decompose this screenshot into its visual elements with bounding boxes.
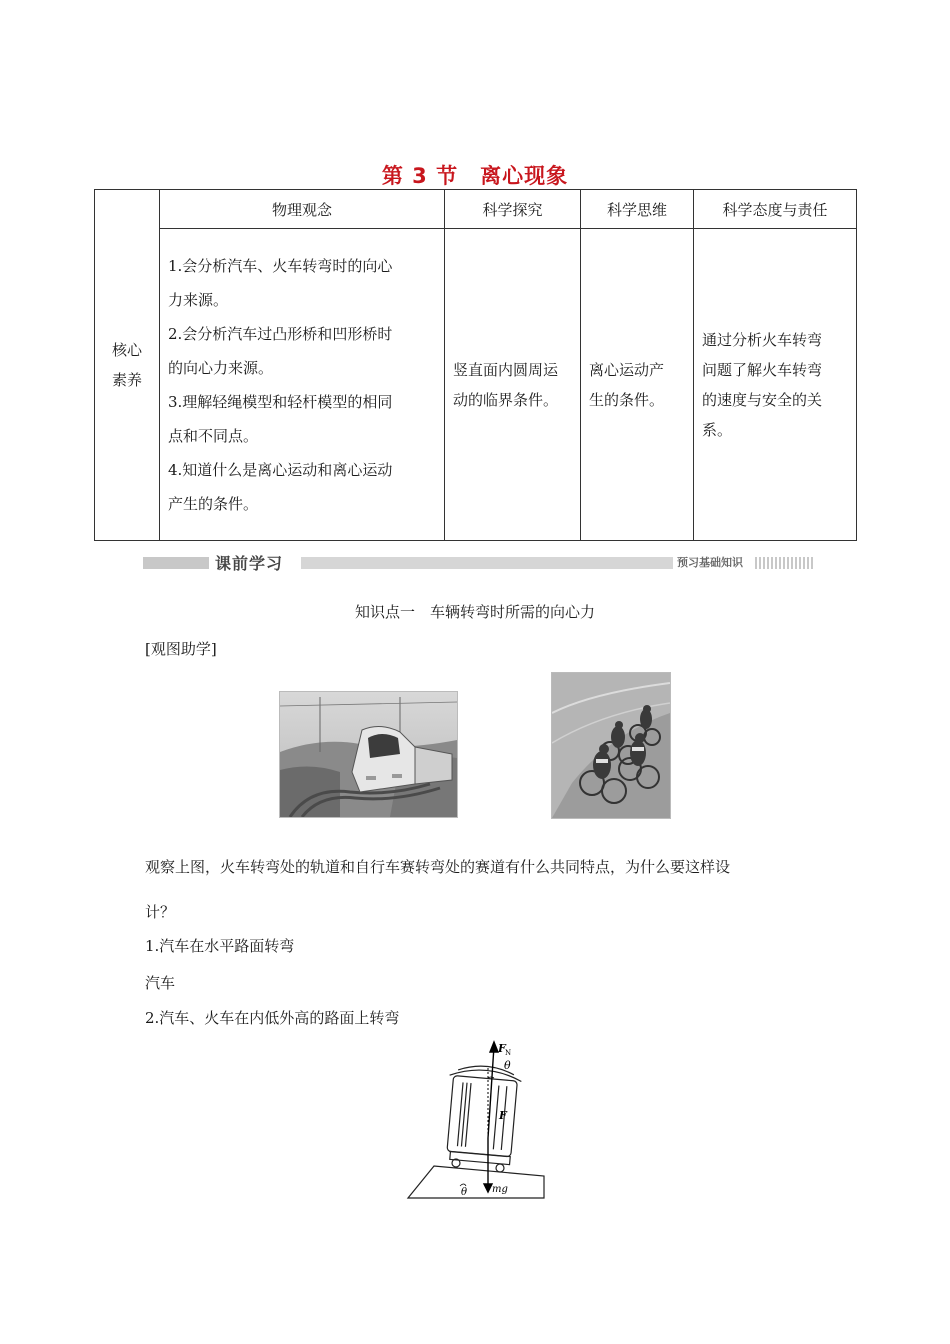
core-literacy-table xyxy=(94,189,857,541)
banner-bar-right xyxy=(755,557,815,569)
header-scientific-inquiry: 科学探究 xyxy=(445,190,581,229)
page-title: 第 3 节 离心现象 xyxy=(381,164,569,188)
c1-line: 2.会分析汽车过凸形桥和凹形桥时 xyxy=(168,324,393,343)
header-scientific-thinking: 科学思维 xyxy=(581,190,694,229)
knowledge-point-title: 知识点一 车辆转弯时所需的向心力 xyxy=(354,603,595,621)
label-fn-sub: N xyxy=(505,1049,512,1057)
label-mg: mg xyxy=(492,1184,508,1195)
label-f: F xyxy=(499,1109,507,1122)
cell-scientific-thinking xyxy=(581,229,694,541)
item-2-heading: 2.汽车、火车在内低外高的路面上转弯 xyxy=(145,1009,400,1027)
header-physics-concept: 物理观念 xyxy=(160,190,445,229)
label-fn: F xyxy=(498,1042,506,1055)
banner-bar-left xyxy=(143,557,209,569)
label-theta-top: θ xyxy=(504,1059,511,1072)
c4-line: 的速度与安全的关 xyxy=(702,390,823,409)
c1-line: 3.理解轻绳模型和轻杆模型的相同 xyxy=(168,392,393,411)
cycling-race-photo xyxy=(551,672,671,819)
question-line-1: 观察上图，火车转弯处的轨道和自行车赛转弯处的赛道有什么共同特点，为什么要这样设 xyxy=(145,858,731,876)
c3-line: 生的条件。 xyxy=(589,390,665,409)
side-label-line2: 素养 xyxy=(111,371,142,389)
c2-line: 竖直面内圆周运 xyxy=(453,360,559,379)
figure-subhead: [观图助学] xyxy=(145,640,217,658)
core-literacy-label xyxy=(95,190,160,541)
c2-line: 动的临界条件。 xyxy=(453,390,559,409)
section-banner xyxy=(143,551,815,573)
cell-scientific-inquiry xyxy=(445,229,581,541)
c1-line: 1.会分析汽车、火车转弯时的向心 xyxy=(168,256,393,275)
item-1-body: 汽车 xyxy=(145,974,176,992)
banner-bar-mid xyxy=(301,557,673,569)
cell-scientific-attitude xyxy=(694,229,857,541)
c1-line: 点和不同点。 xyxy=(168,426,259,445)
banner-right-label: 预习基础知识 xyxy=(677,556,743,569)
question-line-2: 计？ xyxy=(145,903,176,921)
c4-line: 系。 xyxy=(702,420,733,439)
label-theta-bottom: θ xyxy=(461,1187,468,1198)
c4-line: 问题了解火车转弯 xyxy=(702,360,823,379)
item-1-heading: 1.汽车在水平路面转弯 xyxy=(145,937,295,955)
banner-label: 课前学习 xyxy=(215,554,284,573)
cell-physics-concept xyxy=(160,229,445,541)
header-scientific-attitude: 科学态度与责任 xyxy=(694,190,857,229)
c1-line: 力来源。 xyxy=(168,290,229,309)
c3-line: 离心运动产 xyxy=(589,360,665,379)
banked-curve-force-diagram xyxy=(404,1038,546,1202)
c4-line: 通过分析火车转弯 xyxy=(702,330,823,349)
c1-line: 的向心力来源。 xyxy=(168,358,274,377)
side-label-line1: 核心 xyxy=(111,341,142,359)
c1-line: 产生的条件。 xyxy=(168,494,259,513)
train-curve-photo xyxy=(279,691,458,818)
c1-line: 4.知道什么是离心运动和离心运动 xyxy=(168,460,393,479)
